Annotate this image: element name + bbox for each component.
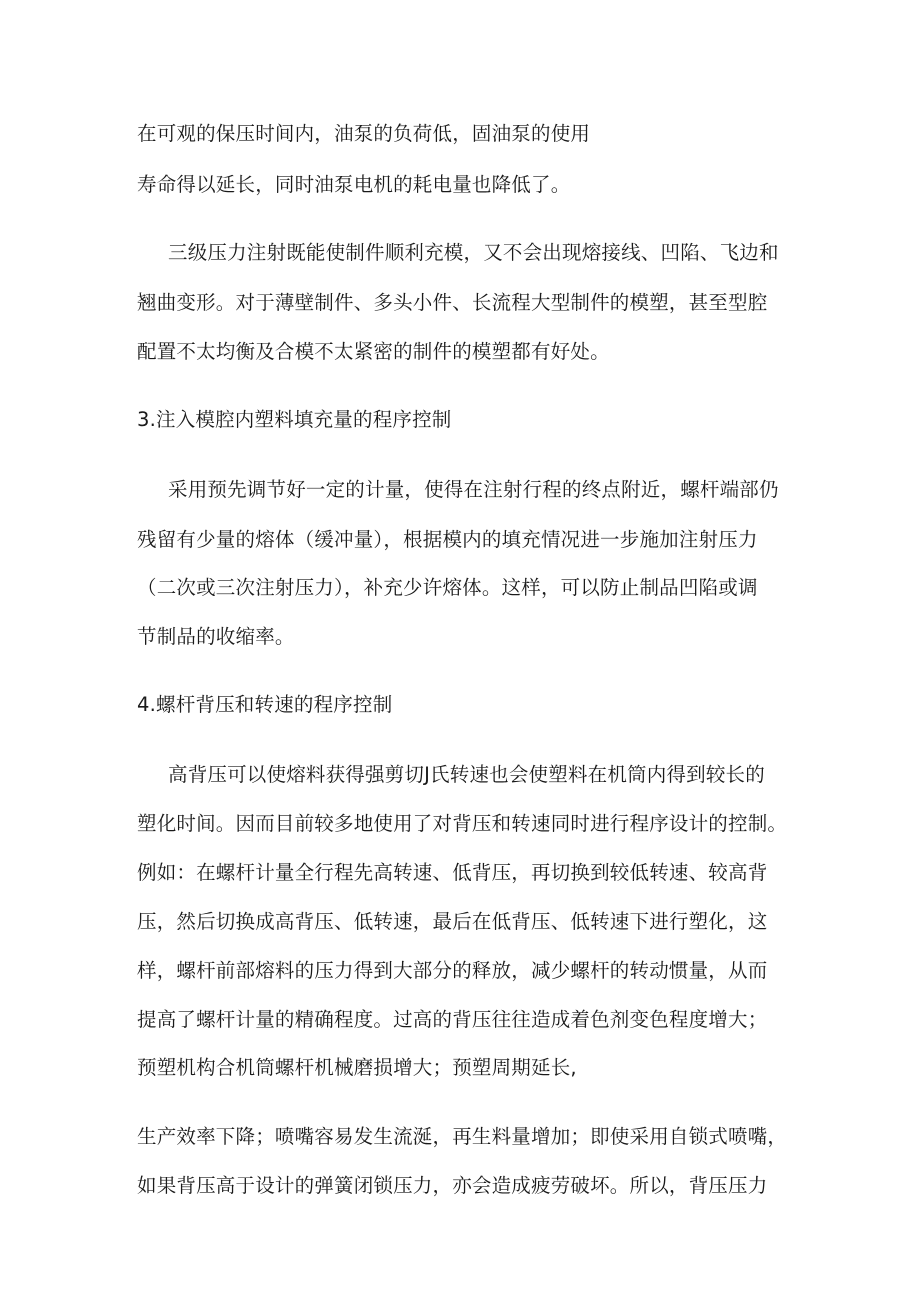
text-line: 例如：在螺杆计量全行程先高转速、低背压，再切换到较低转速、较高背 [137, 861, 768, 884]
text-line: （二次或三次注射压力），补充少许熔体。这样，可以防止制品凹陷或调 [137, 576, 758, 599]
paragraph-line: 三级压力注射既能使制件顺利充模，又不会出现熔接线、凹陷、飞边和 [168, 241, 779, 264]
text-line: 在可观的保压时间内，油泵的负荷低，固油泵的使用 [137, 122, 591, 145]
section-heading: 3.注入模腔内塑料填充量的程序控制 [137, 408, 452, 431]
text-line: 残留有少量的熔体（缓冲量），根据模内的填充情况进一步施加注射压力 [137, 528, 758, 551]
text-line: 翘曲变形。对于薄壁制件、多头小件、长流程大型制件的模塑，甚至型腔 [137, 291, 768, 314]
text-line: 样，螺杆前部熔料的压力得到大部分的释放，减少螺杆的转动惯量，从而 [137, 959, 768, 982]
text-line: 寿命得以延长，同时油泵电机的耗电量也降低了。 [137, 173, 571, 196]
text-line: 压，然后切换成高背压、低转速，最后在低背压、低转速下进行塑化，这 [137, 910, 768, 933]
text-line: 配置不太均衡及合模不太紧密的制件的模塑都有好处。 [137, 340, 610, 363]
text-line: 如果背压高于设计的弹簧闭锁压力，亦会造成疲劳破坏。所以，背压压力 [137, 1174, 768, 1197]
paragraph-line: 采用预先调节好一定的计量，使得在注射行程的终点附近，螺杆端部仍 [168, 478, 779, 501]
text-line: 提高了螺杆计量的精确程度。过高的背压往往造成着色剂变色程度增大； [137, 1008, 768, 1031]
section-heading: 4.螺杆背压和转速的程序控制 [137, 693, 393, 716]
text-line: 预塑机构合机筒螺杆机械磨损增大；预塑周期延长, [137, 1056, 577, 1079]
text-line: 塑化时间。因而目前较多地使用了对背压和转速同时进行程序设计的控制。 [137, 812, 788, 835]
text-line: 生产效率下降；喷嘴容易发生流涎，再生料量增加；即使采用自锁式喷嘴， [137, 1125, 788, 1148]
text-line: 节制品的收缩率。 [137, 625, 295, 648]
paragraph-line: 高背压可以使熔料获得强剪切J氏转速也会使塑料在机筒内得到较长的 [168, 763, 765, 786]
